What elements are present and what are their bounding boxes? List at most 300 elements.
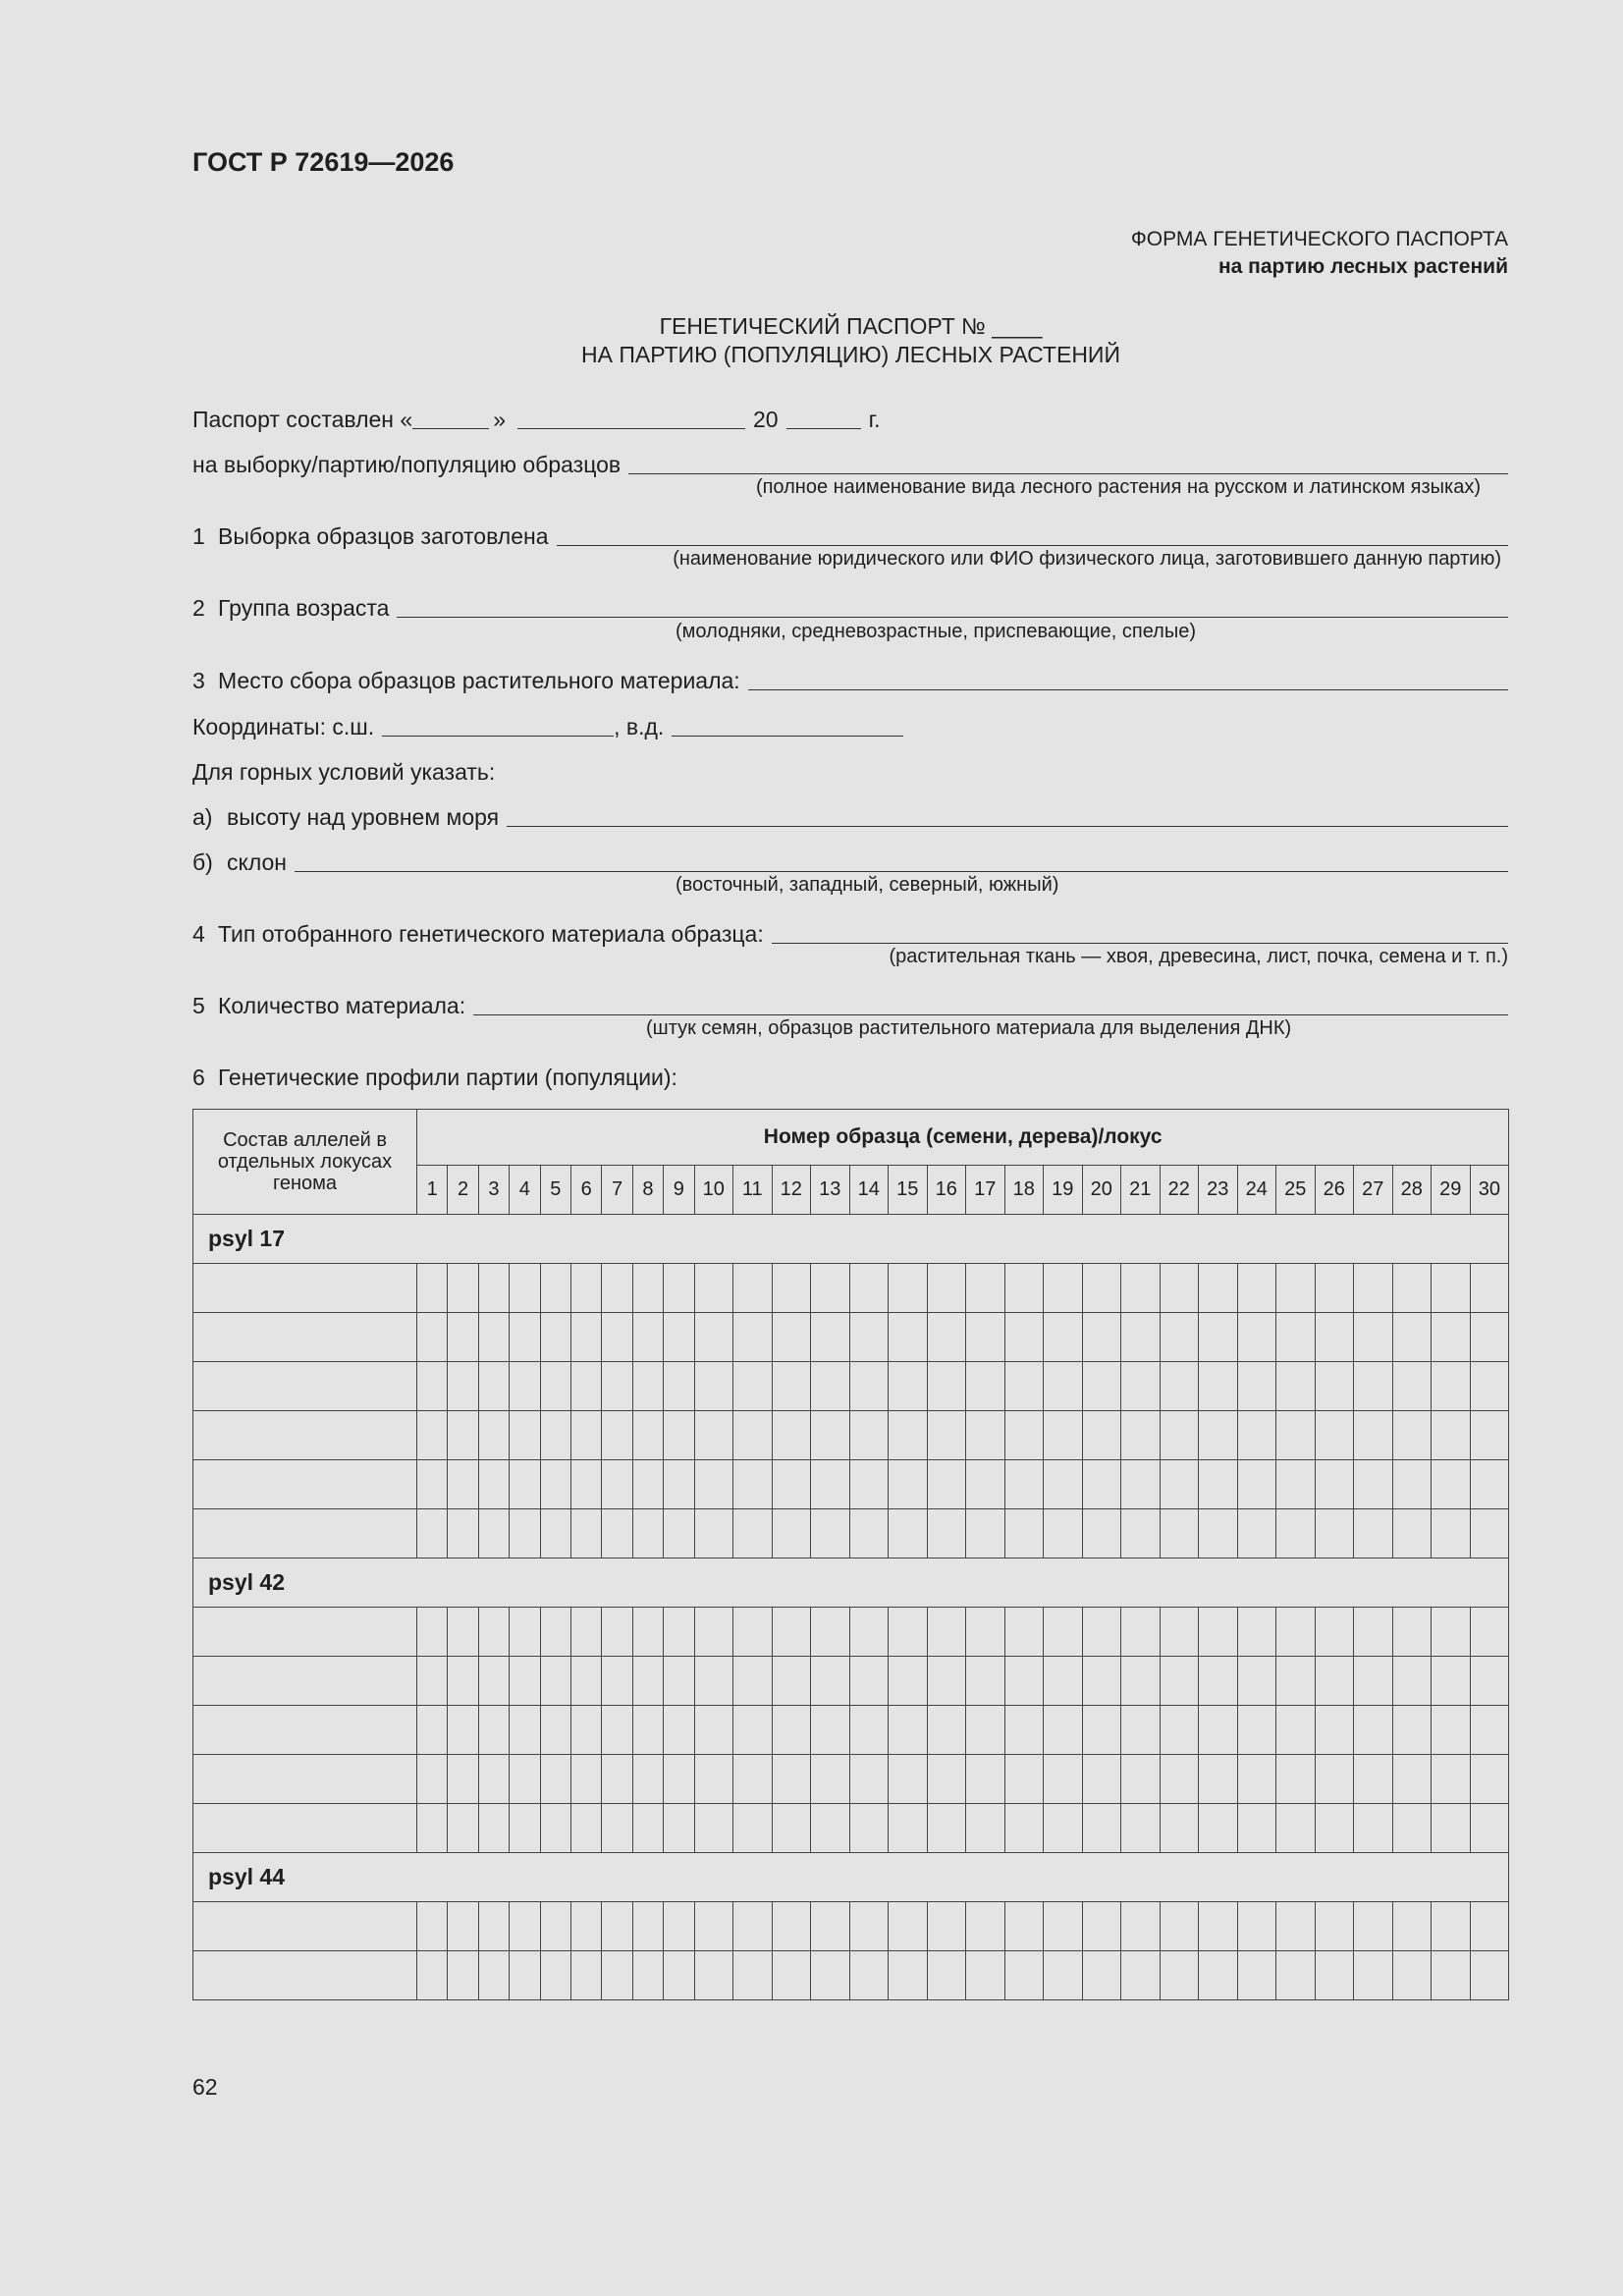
allele-value-cell[interactable] [448, 1755, 478, 1804]
allele-value-cell[interactable] [602, 1509, 632, 1558]
allele-value-cell[interactable] [664, 1706, 694, 1755]
allele-value-cell[interactable] [1160, 1313, 1199, 1362]
allele-value-cell[interactable] [540, 1755, 570, 1804]
allele-value-cell[interactable] [1004, 1509, 1044, 1558]
allele-value-cell[interactable] [849, 1902, 889, 1951]
year-field[interactable] [786, 407, 861, 429]
allele-value-cell[interactable] [927, 1706, 966, 1755]
allele-value-cell[interactable] [772, 1657, 811, 1706]
allele-value-cell[interactable] [1044, 1608, 1083, 1657]
allele-value-cell[interactable] [632, 1264, 663, 1313]
allele-value-cell[interactable] [1315, 1362, 1354, 1411]
allele-value-cell[interactable] [1432, 1362, 1471, 1411]
allele-value-cell[interactable] [510, 1460, 540, 1509]
allele-value-cell[interactable] [889, 1313, 928, 1362]
allele-value-cell[interactable] [1160, 1509, 1199, 1558]
allele-value-cell[interactable] [1237, 1362, 1276, 1411]
allele-value-cell[interactable] [1199, 1755, 1238, 1804]
allele-value-cell[interactable] [694, 1657, 733, 1706]
allele-value-cell[interactable] [1470, 1951, 1509, 2000]
allele-value-cell[interactable] [1276, 1264, 1316, 1313]
allele-value-cell[interactable] [889, 1411, 928, 1460]
allele-value-cell[interactable] [1354, 1362, 1393, 1411]
allele-value-cell[interactable] [694, 1902, 733, 1951]
allele-value-cell[interactable] [1044, 1411, 1083, 1460]
allele-value-cell[interactable] [694, 1706, 733, 1755]
allele-value-cell[interactable] [849, 1951, 889, 2000]
allele-value-cell[interactable] [1276, 1509, 1316, 1558]
allele-value-cell[interactable] [927, 1755, 966, 1804]
allele-value-cell[interactable] [632, 1362, 663, 1411]
allele-value-cell[interactable] [478, 1264, 509, 1313]
allele-value-cell[interactable] [1044, 1460, 1083, 1509]
allele-value-cell[interactable] [889, 1804, 928, 1853]
allele-value-cell[interactable] [1004, 1264, 1044, 1313]
allele-value-cell[interactable] [966, 1411, 1005, 1460]
allele-value-cell[interactable] [1432, 1411, 1471, 1460]
allele-value-cell[interactable] [966, 1755, 1005, 1804]
allele-value-cell[interactable] [448, 1362, 478, 1411]
allele-value-cell[interactable] [1432, 1460, 1471, 1509]
allele-value-cell[interactable] [1160, 1951, 1199, 2000]
allele-value-cell[interactable] [448, 1608, 478, 1657]
allele-value-cell[interactable] [417, 1706, 448, 1755]
allele-value-cell[interactable] [889, 1509, 928, 1558]
allele-value-cell[interactable] [1354, 1657, 1393, 1706]
allele-value-cell[interactable] [1121, 1264, 1161, 1313]
allele-value-cell[interactable] [632, 1460, 663, 1509]
allele-value-cell[interactable] [849, 1313, 889, 1362]
allele-value-cell[interactable] [1354, 1313, 1393, 1362]
allele-value-cell[interactable] [1432, 1804, 1471, 1853]
allele-value-cell[interactable] [966, 1460, 1005, 1509]
allele-value-cell[interactable] [417, 1460, 448, 1509]
allele-value-cell[interactable] [1199, 1804, 1238, 1853]
allele-value-cell[interactable] [1044, 1657, 1083, 1706]
allele-name-cell[interactable] [193, 1804, 417, 1853]
allele-value-cell[interactable] [510, 1902, 540, 1951]
allele-value-cell[interactable] [1315, 1657, 1354, 1706]
allele-value-cell[interactable] [694, 1951, 733, 2000]
allele-value-cell[interactable] [1044, 1755, 1083, 1804]
allele-value-cell[interactable] [1199, 1706, 1238, 1755]
allele-value-cell[interactable] [733, 1755, 773, 1804]
allele-value-cell[interactable] [1199, 1264, 1238, 1313]
allele-value-cell[interactable] [1315, 1264, 1354, 1313]
allele-value-cell[interactable] [1432, 1509, 1471, 1558]
allele-name-cell[interactable] [193, 1902, 417, 1951]
allele-value-cell[interactable] [966, 1608, 1005, 1657]
allele-value-cell[interactable] [1082, 1804, 1121, 1853]
allele-value-cell[interactable] [1392, 1804, 1432, 1853]
allele-value-cell[interactable] [1199, 1902, 1238, 1951]
allele-value-cell[interactable] [510, 1313, 540, 1362]
allele-value-cell[interactable] [417, 1755, 448, 1804]
allele-value-cell[interactable] [510, 1706, 540, 1755]
allele-value-cell[interactable] [811, 1460, 850, 1509]
allele-value-cell[interactable] [1044, 1804, 1083, 1853]
allele-value-cell[interactable] [1432, 1264, 1471, 1313]
allele-value-cell[interactable] [602, 1902, 632, 1951]
allele-value-cell[interactable] [1276, 1411, 1316, 1460]
allele-value-cell[interactable] [1237, 1608, 1276, 1657]
allele-value-cell[interactable] [1121, 1755, 1161, 1804]
allele-value-cell[interactable] [1237, 1460, 1276, 1509]
allele-name-cell[interactable] [193, 1657, 417, 1706]
allele-value-cell[interactable] [1392, 1362, 1432, 1411]
allele-value-cell[interactable] [478, 1460, 509, 1509]
allele-value-cell[interactable] [1044, 1706, 1083, 1755]
allele-value-cell[interactable] [664, 1608, 694, 1657]
allele-value-cell[interactable] [1004, 1362, 1044, 1411]
latitude-field[interactable] [382, 714, 614, 737]
item3-field[interactable] [748, 668, 1508, 690]
allele-value-cell[interactable] [694, 1313, 733, 1362]
allele-name-cell[interactable] [193, 1608, 417, 1657]
allele-value-cell[interactable] [1315, 1411, 1354, 1460]
allele-value-cell[interactable] [1470, 1509, 1509, 1558]
allele-name-cell[interactable] [193, 1951, 417, 2000]
allele-value-cell[interactable] [1392, 1509, 1432, 1558]
allele-value-cell[interactable] [1470, 1804, 1509, 1853]
allele-value-cell[interactable] [1276, 1804, 1316, 1853]
allele-value-cell[interactable] [1004, 1608, 1044, 1657]
allele-value-cell[interactable] [1237, 1951, 1276, 2000]
allele-value-cell[interactable] [927, 1804, 966, 1853]
allele-value-cell[interactable] [1315, 1509, 1354, 1558]
allele-value-cell[interactable] [772, 1608, 811, 1657]
allele-value-cell[interactable] [811, 1608, 850, 1657]
allele-value-cell[interactable] [478, 1411, 509, 1460]
allele-value-cell[interactable] [1044, 1362, 1083, 1411]
allele-value-cell[interactable] [1392, 1657, 1432, 1706]
allele-value-cell[interactable] [1470, 1362, 1509, 1411]
allele-value-cell[interactable] [664, 1509, 694, 1558]
allele-value-cell[interactable] [510, 1657, 540, 1706]
allele-value-cell[interactable] [1004, 1804, 1044, 1853]
allele-value-cell[interactable] [1392, 1608, 1432, 1657]
allele-value-cell[interactable] [1044, 1509, 1083, 1558]
allele-value-cell[interactable] [772, 1951, 811, 2000]
allele-value-cell[interactable] [849, 1264, 889, 1313]
allele-value-cell[interactable] [570, 1804, 601, 1853]
allele-value-cell[interactable] [1160, 1362, 1199, 1411]
allele-value-cell[interactable] [694, 1264, 733, 1313]
allele-value-cell[interactable] [417, 1509, 448, 1558]
allele-value-cell[interactable] [540, 1608, 570, 1657]
allele-value-cell[interactable] [478, 1706, 509, 1755]
allele-value-cell[interactable] [664, 1460, 694, 1509]
allele-value-cell[interactable] [811, 1313, 850, 1362]
allele-value-cell[interactable] [540, 1804, 570, 1853]
allele-value-cell[interactable] [570, 1951, 601, 2000]
allele-value-cell[interactable] [1432, 1902, 1471, 1951]
allele-value-cell[interactable] [1470, 1657, 1509, 1706]
allele-value-cell[interactable] [602, 1706, 632, 1755]
allele-value-cell[interactable] [1354, 1902, 1393, 1951]
allele-value-cell[interactable] [1392, 1460, 1432, 1509]
allele-value-cell[interactable] [540, 1509, 570, 1558]
allele-value-cell[interactable] [570, 1706, 601, 1755]
allele-value-cell[interactable] [1470, 1608, 1509, 1657]
day-field[interactable] [412, 407, 489, 429]
allele-value-cell[interactable] [1470, 1460, 1509, 1509]
allele-value-cell[interactable] [632, 1657, 663, 1706]
allele-value-cell[interactable] [632, 1608, 663, 1657]
allele-value-cell[interactable] [1276, 1313, 1316, 1362]
allele-value-cell[interactable] [811, 1657, 850, 1706]
slope-field[interactable] [295, 849, 1508, 872]
allele-name-cell[interactable] [193, 1509, 417, 1558]
allele-value-cell[interactable] [1121, 1804, 1161, 1853]
allele-value-cell[interactable] [1470, 1264, 1509, 1313]
item5-field[interactable] [473, 993, 1508, 1015]
allele-value-cell[interactable] [1121, 1460, 1161, 1509]
allele-value-cell[interactable] [1121, 1411, 1161, 1460]
allele-value-cell[interactable] [417, 1951, 448, 2000]
allele-value-cell[interactable] [602, 1313, 632, 1362]
allele-value-cell[interactable] [1392, 1264, 1432, 1313]
allele-value-cell[interactable] [1315, 1755, 1354, 1804]
allele-value-cell[interactable] [1199, 1362, 1238, 1411]
longitude-field[interactable] [672, 714, 903, 737]
allele-value-cell[interactable] [772, 1264, 811, 1313]
allele-value-cell[interactable] [540, 1706, 570, 1755]
allele-value-cell[interactable] [602, 1460, 632, 1509]
allele-value-cell[interactable] [966, 1706, 1005, 1755]
allele-value-cell[interactable] [772, 1755, 811, 1804]
allele-value-cell[interactable] [849, 1755, 889, 1804]
allele-value-cell[interactable] [889, 1657, 928, 1706]
allele-value-cell[interactable] [1082, 1657, 1121, 1706]
allele-value-cell[interactable] [811, 1264, 850, 1313]
allele-value-cell[interactable] [540, 1460, 570, 1509]
allele-value-cell[interactable] [664, 1313, 694, 1362]
allele-value-cell[interactable] [540, 1902, 570, 1951]
allele-value-cell[interactable] [889, 1706, 928, 1755]
allele-value-cell[interactable] [1082, 1460, 1121, 1509]
allele-value-cell[interactable] [1432, 1657, 1471, 1706]
allele-value-cell[interactable] [1004, 1706, 1044, 1755]
allele-value-cell[interactable] [1004, 1902, 1044, 1951]
allele-name-cell[interactable] [193, 1264, 417, 1313]
allele-value-cell[interactable] [694, 1460, 733, 1509]
allele-value-cell[interactable] [1160, 1804, 1199, 1853]
allele-value-cell[interactable] [1470, 1706, 1509, 1755]
allele-value-cell[interactable] [632, 1313, 663, 1362]
allele-value-cell[interactable] [1160, 1902, 1199, 1951]
allele-value-cell[interactable] [694, 1608, 733, 1657]
allele-value-cell[interactable] [632, 1902, 663, 1951]
allele-value-cell[interactable] [1315, 1608, 1354, 1657]
allele-value-cell[interactable] [966, 1902, 1005, 1951]
allele-value-cell[interactable] [664, 1657, 694, 1706]
allele-value-cell[interactable] [1392, 1411, 1432, 1460]
allele-value-cell[interactable] [889, 1951, 928, 2000]
month-field[interactable] [517, 407, 745, 429]
allele-value-cell[interactable] [1199, 1313, 1238, 1362]
allele-value-cell[interactable] [1237, 1804, 1276, 1853]
allele-value-cell[interactable] [1432, 1706, 1471, 1755]
allele-value-cell[interactable] [417, 1608, 448, 1657]
allele-value-cell[interactable] [1354, 1608, 1393, 1657]
allele-value-cell[interactable] [849, 1804, 889, 1853]
allele-value-cell[interactable] [1276, 1755, 1316, 1804]
allele-value-cell[interactable] [1199, 1509, 1238, 1558]
allele-value-cell[interactable] [664, 1804, 694, 1853]
allele-value-cell[interactable] [1082, 1951, 1121, 2000]
allele-value-cell[interactable] [1160, 1411, 1199, 1460]
allele-value-cell[interactable] [448, 1509, 478, 1558]
allele-value-cell[interactable] [570, 1608, 601, 1657]
allele-value-cell[interactable] [448, 1706, 478, 1755]
allele-value-cell[interactable] [1121, 1657, 1161, 1706]
allele-value-cell[interactable] [1470, 1313, 1509, 1362]
allele-value-cell[interactable] [772, 1313, 811, 1362]
allele-value-cell[interactable] [1160, 1608, 1199, 1657]
allele-value-cell[interactable] [927, 1657, 966, 1706]
allele-value-cell[interactable] [889, 1608, 928, 1657]
allele-value-cell[interactable] [1160, 1657, 1199, 1706]
allele-value-cell[interactable] [478, 1509, 509, 1558]
item1-field[interactable] [557, 523, 1509, 546]
allele-value-cell[interactable] [478, 1755, 509, 1804]
allele-value-cell[interactable] [1237, 1411, 1276, 1460]
allele-value-cell[interactable] [510, 1411, 540, 1460]
allele-value-cell[interactable] [927, 1951, 966, 2000]
allele-value-cell[interactable] [966, 1362, 1005, 1411]
allele-name-cell[interactable] [193, 1706, 417, 1755]
allele-value-cell[interactable] [772, 1706, 811, 1755]
allele-value-cell[interactable] [1121, 1706, 1161, 1755]
allele-value-cell[interactable] [1121, 1362, 1161, 1411]
allele-value-cell[interactable] [811, 1509, 850, 1558]
allele-value-cell[interactable] [1237, 1902, 1276, 1951]
allele-value-cell[interactable] [1121, 1902, 1161, 1951]
allele-value-cell[interactable] [602, 1755, 632, 1804]
allele-value-cell[interactable] [570, 1313, 601, 1362]
allele-value-cell[interactable] [1160, 1264, 1199, 1313]
allele-value-cell[interactable] [1237, 1657, 1276, 1706]
allele-value-cell[interactable] [889, 1362, 928, 1411]
allele-value-cell[interactable] [417, 1804, 448, 1853]
allele-value-cell[interactable] [570, 1460, 601, 1509]
allele-value-cell[interactable] [510, 1509, 540, 1558]
allele-value-cell[interactable] [733, 1362, 773, 1411]
allele-value-cell[interactable] [510, 1951, 540, 2000]
allele-value-cell[interactable] [1160, 1706, 1199, 1755]
allele-value-cell[interactable] [1392, 1313, 1432, 1362]
allele-value-cell[interactable] [448, 1804, 478, 1853]
allele-value-cell[interactable] [1392, 1706, 1432, 1755]
allele-value-cell[interactable] [849, 1362, 889, 1411]
allele-value-cell[interactable] [1082, 1264, 1121, 1313]
allele-value-cell[interactable] [1354, 1509, 1393, 1558]
allele-value-cell[interactable] [811, 1951, 850, 2000]
allele-value-cell[interactable] [602, 1804, 632, 1853]
allele-value-cell[interactable] [1082, 1509, 1121, 1558]
allele-value-cell[interactable] [1199, 1657, 1238, 1706]
allele-value-cell[interactable] [540, 1313, 570, 1362]
allele-value-cell[interactable] [602, 1608, 632, 1657]
allele-value-cell[interactable] [1276, 1951, 1316, 2000]
allele-value-cell[interactable] [889, 1902, 928, 1951]
allele-value-cell[interactable] [733, 1657, 773, 1706]
allele-value-cell[interactable] [478, 1608, 509, 1657]
allele-value-cell[interactable] [811, 1362, 850, 1411]
allele-value-cell[interactable] [570, 1362, 601, 1411]
allele-value-cell[interactable] [733, 1951, 773, 2000]
allele-value-cell[interactable] [1354, 1706, 1393, 1755]
allele-value-cell[interactable] [1470, 1902, 1509, 1951]
allele-value-cell[interactable] [570, 1902, 601, 1951]
allele-value-cell[interactable] [540, 1264, 570, 1313]
allele-value-cell[interactable] [733, 1509, 773, 1558]
allele-value-cell[interactable] [1044, 1902, 1083, 1951]
allele-value-cell[interactable] [1354, 1460, 1393, 1509]
allele-value-cell[interactable] [1082, 1902, 1121, 1951]
allele-value-cell[interactable] [632, 1804, 663, 1853]
allele-value-cell[interactable] [772, 1362, 811, 1411]
allele-value-cell[interactable] [417, 1657, 448, 1706]
allele-value-cell[interactable] [1121, 1608, 1161, 1657]
sample-field[interactable] [628, 452, 1508, 474]
allele-value-cell[interactable] [966, 1804, 1005, 1853]
allele-value-cell[interactable] [510, 1804, 540, 1853]
allele-value-cell[interactable] [733, 1902, 773, 1951]
allele-value-cell[interactable] [849, 1460, 889, 1509]
allele-value-cell[interactable] [772, 1902, 811, 1951]
allele-value-cell[interactable] [811, 1411, 850, 1460]
allele-value-cell[interactable] [1199, 1460, 1238, 1509]
item2-field[interactable] [397, 595, 1508, 618]
allele-value-cell[interactable] [1237, 1509, 1276, 1558]
allele-value-cell[interactable] [694, 1362, 733, 1411]
allele-value-cell[interactable] [478, 1951, 509, 2000]
allele-value-cell[interactable] [632, 1951, 663, 2000]
allele-value-cell[interactable] [927, 1902, 966, 1951]
allele-value-cell[interactable] [966, 1509, 1005, 1558]
allele-value-cell[interactable] [1082, 1706, 1121, 1755]
allele-value-cell[interactable] [811, 1804, 850, 1853]
allele-value-cell[interactable] [927, 1608, 966, 1657]
allele-value-cell[interactable] [1392, 1902, 1432, 1951]
allele-value-cell[interactable] [570, 1755, 601, 1804]
allele-value-cell[interactable] [811, 1902, 850, 1951]
allele-value-cell[interactable] [1315, 1460, 1354, 1509]
allele-value-cell[interactable] [1276, 1460, 1316, 1509]
allele-value-cell[interactable] [664, 1264, 694, 1313]
allele-value-cell[interactable] [811, 1706, 850, 1755]
allele-name-cell[interactable] [193, 1362, 417, 1411]
allele-value-cell[interactable] [1276, 1657, 1316, 1706]
allele-value-cell[interactable] [602, 1657, 632, 1706]
allele-value-cell[interactable] [733, 1460, 773, 1509]
allele-value-cell[interactable] [1044, 1313, 1083, 1362]
allele-value-cell[interactable] [1004, 1313, 1044, 1362]
allele-value-cell[interactable] [510, 1264, 540, 1313]
allele-value-cell[interactable] [889, 1755, 928, 1804]
allele-value-cell[interactable] [849, 1509, 889, 1558]
allele-value-cell[interactable] [733, 1706, 773, 1755]
allele-value-cell[interactable] [1237, 1755, 1276, 1804]
allele-value-cell[interactable] [849, 1608, 889, 1657]
allele-value-cell[interactable] [1082, 1313, 1121, 1362]
allele-value-cell[interactable] [664, 1362, 694, 1411]
allele-value-cell[interactable] [849, 1411, 889, 1460]
allele-value-cell[interactable] [1082, 1362, 1121, 1411]
allele-value-cell[interactable] [1160, 1755, 1199, 1804]
